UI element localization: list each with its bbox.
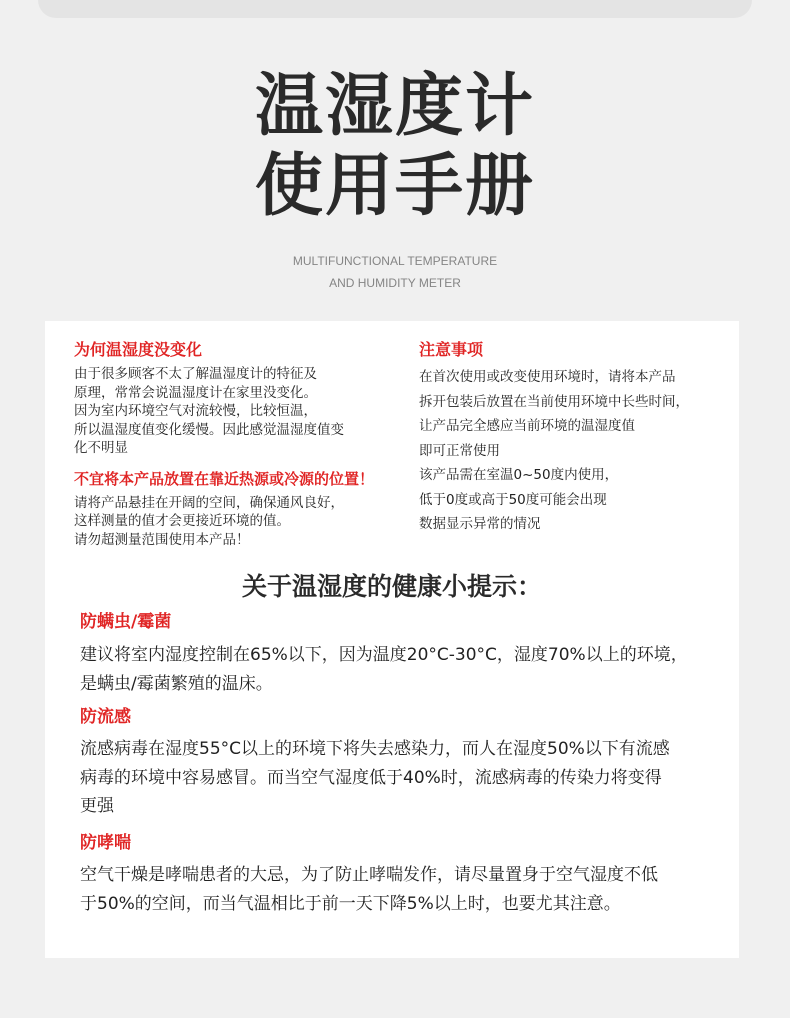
placement-advice-line: 这样测量的值才会更接近环境的值。	[74, 513, 290, 529]
tip-line: 于50%的空间，而当气温相比于前一天下降5%以上时，也要尤其注意。	[80, 893, 621, 914]
subtitle-line2: AND HUMIDITY METER	[329, 276, 461, 290]
left-column	[74, 339, 404, 549]
notes-line: 数据显示异常的情况	[419, 516, 541, 532]
top-banner-strip	[38, 0, 752, 18]
tip-line: 是螨虫/霉菌繁殖的温床。	[80, 673, 273, 694]
page-title-line2: 使用手册	[254, 147, 535, 226]
tip-heading-mites: 防螨虫/霉菌	[80, 612, 172, 632]
tip-heading-asthma: 防哮喘	[80, 833, 131, 853]
why-no-change-line: 因为室内环境空气对流较慢，比较恒温，	[74, 403, 317, 419]
why-no-change-line: 原理，常常会说温湿度计在家里没变化。	[74, 384, 317, 401]
right-column	[419, 339, 729, 537]
why-no-change-line: 化不明显	[74, 440, 128, 456]
notes-line: 在首次使用或改变使用环境时，请将本产品	[419, 369, 676, 385]
subtitle-line1: MULTIFUNCTIONAL TEMPERATURE	[292, 254, 498, 268]
notes-line: 即可正常使用	[419, 442, 500, 459]
why-no-change-line: 所以温湿度值变化缓慢。因此感觉温湿度值变	[74, 421, 344, 438]
notes-line: 让产品完全感应当前环境的温湿度值	[419, 418, 635, 434]
health-tips-title: 关于温湿度的健康小提示：	[241, 572, 542, 601]
tip-line: 病毒的环境中容易感冒。而当空气湿度低于40%时，流感病毒的传染力将变得	[80, 767, 662, 788]
notes-line: 低于0度或高于50度可能会出现	[419, 491, 607, 508]
why-no-change-line: 由于很多顾客不太了解温湿度计的特征及	[74, 366, 317, 382]
tip-line: 建议将室内湿度控制在65%以下，因为温度20°C-30°C，湿度70%以上的环境，	[80, 645, 688, 665]
tip-line: 更强	[80, 796, 114, 816]
tip-body-flu	[80, 735, 720, 821]
tip-heading-flu: 防流感	[80, 707, 131, 727]
tip-line: 空气干燥是哮喘患者的大忌，为了防止哮喘发作，请尽量置身于空气湿度不低	[80, 865, 658, 885]
tip-body-asthma	[80, 861, 720, 918]
placement-advice-line: 请将产品悬挂在开阔的空间，确保通风良好，	[74, 494, 344, 511]
notes-heading: 注意事项	[419, 340, 484, 359]
tip-body-mites	[80, 641, 720, 698]
notes-line: 拆开包装后放置在当前使用环境中长些时间，	[419, 393, 689, 410]
placement-advice-line: 请勿超测量范围使用本产品！	[74, 531, 250, 548]
placement-warning: 不宜将本产品放置在靠近热源或冷源的位置！	[74, 469, 375, 488]
notes-line: 该产品需在室温0~50度内使用，	[419, 467, 619, 483]
tip-line: 流感病毒在湿度55°C以上的环境下将失去感染力，而人在湿度50%以下有流感	[80, 739, 670, 759]
page-title-line1: 温湿度计	[254, 67, 535, 146]
manual-card	[45, 321, 739, 958]
why-no-change-heading: 为何温湿度没变化	[74, 340, 203, 359]
